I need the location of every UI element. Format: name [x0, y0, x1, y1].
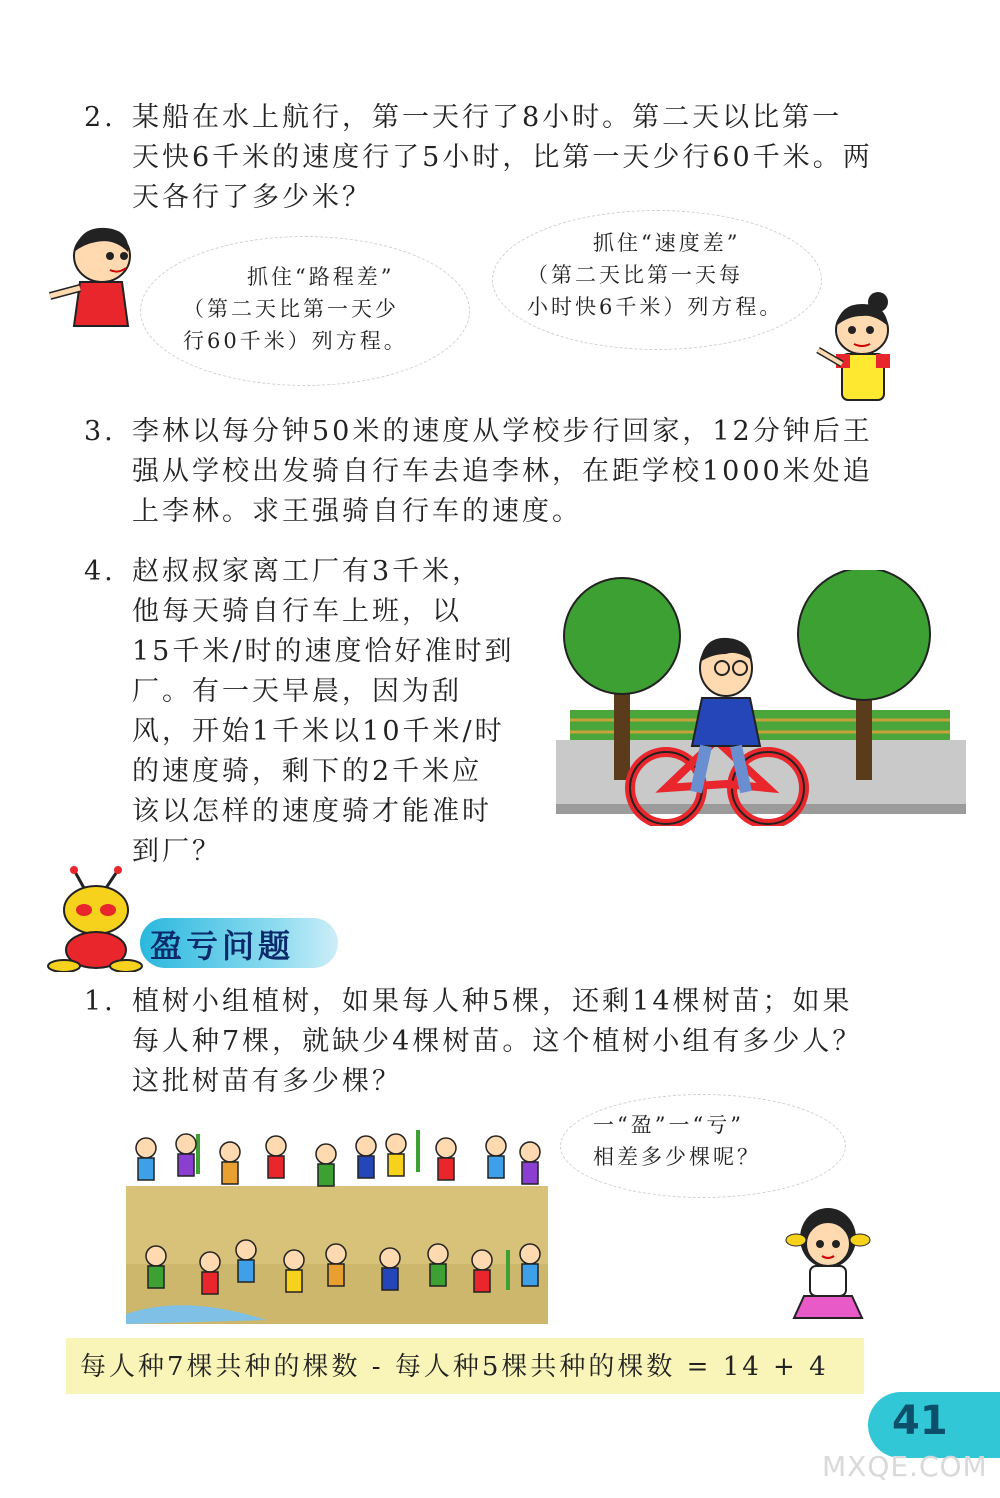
tree-planting-illustration — [126, 1124, 548, 1324]
bubble-right-line: 抓住“速度差” — [593, 231, 741, 255]
bubble-right-line: （第二天比第一天每 — [527, 263, 743, 287]
problem-4-line: 他每天骑自行车上班，以 — [132, 596, 462, 627]
boy-character-illustration — [44, 222, 140, 332]
problem-3-number: 3. — [84, 416, 116, 447]
problem-4-line: 赵叔叔家离工厂有3千米， — [132, 556, 483, 587]
section-problem-1-number: 1. — [84, 986, 116, 1017]
speech-bubble-right — [492, 210, 822, 350]
problem-4-number: 4. — [84, 556, 116, 587]
section-problem-1-line: 每人种7棵，就缺少4棵树苗。这个植树小组有多少人？ — [132, 1026, 863, 1057]
bubble-left-line: （第二天比第一天少 — [183, 297, 399, 321]
section-title: 盈亏问题 — [150, 927, 295, 965]
bubble-left-line: 抓住“路程差” — [247, 265, 395, 289]
page-number: 41 — [892, 1398, 948, 1444]
problem-4-line: 15千米/时的速度恰好准时到 — [132, 636, 515, 667]
problem-4-line: 该以怎样的速度骑才能准时 — [132, 796, 492, 827]
bubble-right-line: 小时快6千米）列方程。 — [527, 295, 784, 319]
bubble-bottom-line: 一“盈”一“亏” — [593, 1113, 744, 1137]
formula-text: 每人种7棵共种的棵数 - 每人种5棵共种的棵数 = 14 + 4 — [80, 1352, 829, 1382]
speech-bubble-bottom — [560, 1094, 846, 1198]
cyclist-illustration — [556, 570, 966, 826]
girl-with-bows-illustration — [782, 1202, 872, 1326]
problem-4-line: 厂。有一天早晨，因为刮 — [132, 676, 462, 707]
problem-4-line: 风，开始1千米以10千米/时 — [132, 716, 505, 747]
problem-2-number: 2. — [84, 102, 116, 133]
problem-3-line: 上李林。求王强骑自行车的速度。 — [132, 496, 582, 527]
bubble-bottom-line: 相差多少棵呢？ — [593, 1145, 761, 1169]
bubble-left-line: 行60千米）列方程。 — [183, 329, 408, 353]
section-problem-1-line: 植树小组植树，如果每人种5棵，还剩14棵树苗；如果 — [132, 986, 853, 1017]
problem-2-line: 天各行了多少米？ — [132, 182, 372, 213]
watermark-text: MXQE.COM — [822, 1450, 988, 1483]
problem-3-line: 强从学校出发骑自行车去追李林，在距学校1000米处追 — [132, 456, 873, 487]
problem-3-line: 李林以每分钟50米的速度从学校步行回家，12分钟后王 — [132, 416, 873, 447]
problem-2-line: 天快6千米的速度行了5小时，比第一天少行60千米。两 — [132, 142, 873, 173]
ant-mascot-icon — [44, 866, 144, 972]
problem-2-line: 某船在水上航行，第一天行了8小时。第二天以比第一 — [132, 102, 843, 133]
problem-4-line: 到厂？ — [132, 836, 222, 867]
speech-bubble-left — [140, 236, 470, 386]
section-problem-1-line: 这批树苗有多少棵？ — [132, 1066, 402, 1097]
problem-4-line: 的速度骑，剩下的2千米应 — [132, 756, 483, 787]
girl-character-illustration — [812, 292, 912, 404]
